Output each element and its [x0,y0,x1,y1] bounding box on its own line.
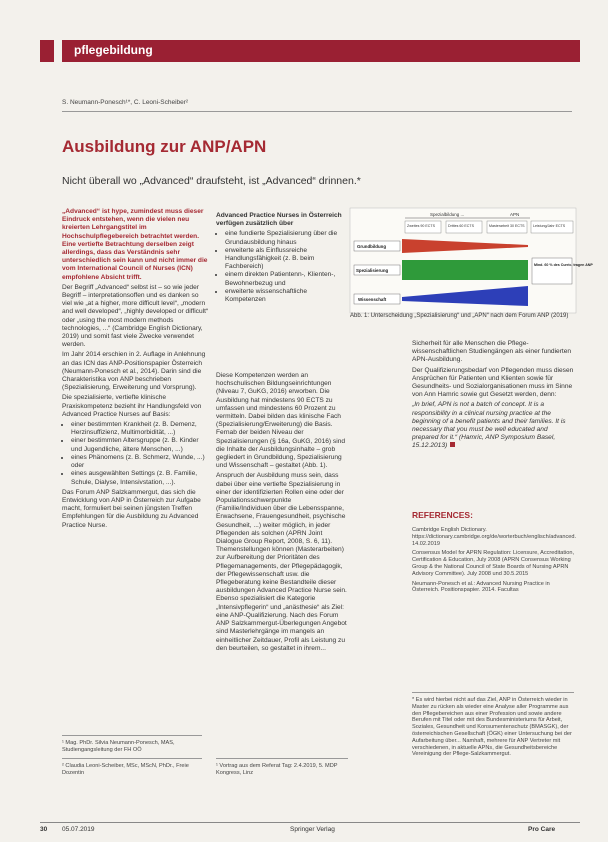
reference-item: Consensus Model for APRN Regulation: Licensure, Accreditation, Certification & Education, July 2008 (APRN Consensus Working Group & the National Council of State Boards of Nursing APRN Advisory Committee). July 2008 und 30.5.2015 [412,550,574,577]
footnote-divider [62,735,202,736]
footnote-divider [216,758,348,759]
bullet-list [216,230,348,304]
page-number: 30 [40,826,48,833]
column-2-top [216,212,348,306]
spezialisierung-block [402,260,528,280]
header-divider [62,111,572,112]
body-paragraph: Der Qualifizierungsbedarf von Pflegenden muss diesen Ansprüchen für Patienten und Klienten sowie für Gesundheits- und Sozialorganisationen muss im Sinne von Ann Hamric sowie gut Gesetzt werden, denn: [412,366,574,399]
body-paragraph: Der Begriff „Advanced“ selbst ist – so wie jeder Begriff – interpretationsoffen und es danken so viel wie „at a higher, more difficult level“, „modern and well developed“, „highly developed or difficult“ oder „using the most modern methods technologies, ...“ (Cambridge English Dictionary, 2019) und somit fast viele Zwecke verwendet werden. [62,283,209,349]
footnote-left-a: ¹ Mag. PhDr. Silvia Neumann-Ponesch, MAS, Studiengangsleitung der FH OÖ [62,740,175,753]
reference-item: Neumann-Ponesch et al.: Advanced Nursing Practice in Österreich. Positionspapier. 2014. Facultas [412,580,550,594]
figure-caption: Abb. 1: Unterscheidung „Spezialisierung“ und „APN“ nach dem Forum ANP (2019) [350,313,569,319]
article-subtitle: Nicht überall wo „Advanced“ draufsteht, ist „Advanced“ drinnen.* [62,175,361,187]
end-square-icon [450,442,455,447]
footnote-divider [412,692,574,693]
lead-paragraph: „Advanced“ ist hype, zumindest muss dieser Eindruck entstehen, wenn die vielen neu kreierten Lehrgangstitel im Hochschulpflegebereich betrachtet werden. Eine vertiefte Betrachtung derselben zeigt allerdings, dass das Verständnis sehr unterschiedlich sein kann und nicht immer die vom International Council of Nurses (ICN) empfohlene Absicht trifft. [62,208,208,281]
row-label-wissenschaft: Wissenschaft [358,297,387,302]
side-label-box [532,258,572,284]
list-item: • einer bestimmten Krankheit (z. B. Demenz, Herzinsuffizienz, Multimorbidität, ...) [71,421,210,437]
section-title: pflegebildung [74,43,153,57]
side-label: Mind. 60 % des Curric. tragen ANP [534,263,593,267]
ects-diagram [350,208,593,313]
list-item: • erweiterte als Einflussreiche Handlungsfähigkeit (z. B. beim Fachbereich) [225,247,348,272]
list-item: • eine fundierte Spezialisierung über die Grundausbildung hinaus [225,230,348,246]
journal-name: Pro Care [528,826,556,833]
author-line: S. Neumann-Ponesch¹*, C. Leoni-Scheiber² [62,99,189,106]
column-heading: Advanced Practice Nurses in Österreich verfügen zusätzlich über [216,212,342,228]
column-2-bottom [216,372,348,655]
body-paragraph: Diese Kompetenzen werden an hochschulischen Bildungseinrichtungen (Niveau 7, GuKG, 2016) erworben. Die Ausbildung hat mindestens 90 ECTS zu umfassen und mindestens 60 Prozent zu vermitteln. Dabei bilden das klinische Fach (Spezialisierung/Erweiterung) die Basis. Fernab der beiden Niveau der Spezialisierungen (§ 16a, GuKG, 2016) sind die Inhalte der Ausbildungsinhalte – grob gegliedert in Grundbildung, Spezialisierung und Wissenschaft – gestaltet (Abb. 1). [216,372,346,470]
list-item: • einem direkten Patientenn-, Klienten-, Bewohnerbezug und [225,271,348,287]
issue-date: 05.07.2019 [62,826,95,833]
section-header-bar [62,40,580,62]
diagram-top-label-right: APN [510,212,520,217]
body-paragraph: Das Forum ANP Salzkammergut, das sich die Entwicklung von ANP in Österreich zur Aufgabe macht, formuliert bei seinen jüngsten Treffen Empfehlungen für die Ausbildung zu Advanced Practice Nurse. [62,488,201,529]
diagram-top-label: Spezialbildung ... [430,212,465,217]
diagram-col-header-text: Zweites 90 ECTS [407,224,435,228]
body-paragraph: Im Jahr 2014 erschien in 2. Auflage in Anlehnung an das ICN das ANP-Positionspapier Österreich (Neumann-Ponesch et al., 2014). Darin sind die Charakteristika von ANP beschrieben (Spezialisierung, Erweiterung und Vorsprung). [62,351,206,392]
row-label-grundbildung: Grundbildung [357,244,387,249]
article-title: Ausbildung zur ANP/APN [62,137,267,156]
list-item: • erweiterte wissenschaftliche Kompetenzen [225,288,348,304]
section-marker [40,40,54,62]
footnote-right: * Es wird hierbei nicht auf das Ziel, ANP in Österreich wieder in Master zu rücken als wieder eine Analyse aller Programme aus den Pflegebereichen aus einer Profession und sowie andere Berufen mit Titel oder mit des Bundesministeriums für Arbeit, Soziales, Gesundheit und Konsumentenschutz (BMASGK), der österreichischen Gesellschaft (ÖGK) einer Untersuchung bei der Aufarbeitung über... Namhaft, mehrere für ANP Vertreter mit verschiedenen, in aktuelle APNs, die Gesundheitsbereiche Vereinigung der Pflege-Salzkammergut. [412,697,572,758]
row-label-spezialisierung: Spezialisierung [356,268,389,273]
list-item: • einer bestimmten Altersgruppe (z. B. Kinder und Jugendliche, ältere Menschen, ...) [71,437,210,453]
references-title: REFERENCES: [412,510,473,520]
footnote-left-b: ² Claudia Leoni-Scheiber, MSc, MScN, PhDr., Freie Dozentin [62,763,189,776]
body-paragraph: Die spezialisierte, vertiefte klinische Praxiskompetenz bezieht ihr Handlungsfeld von Advanced Practice Nurses auf Basis: [62,394,202,418]
diagram-col-header-text: Drittes 60 ECTS [448,224,474,228]
diagram-col-header-text: Masterarbeit 30 ECTS [489,224,525,228]
list-item: • eines Phänomens (z. B. Schmerz, Wunde, ...) oder [71,454,210,470]
body-paragraph: Anspruch der Ausbildung muss sein, dass dabei über eine vertiefte Spezialisierung in einer der identifizierten Rollen eine oder der Populationsschwerpunkte (Familie/Individuen über die Lebensspanne, Erwachsene, Frauengesundheit, psychische Gesundheit, ...) weiter möglich, in jeder Pflegenden als solchen (APRN Joint Dialogue Group Report, 2008, S. 6, 11). Themenstellungen können (Masterarbeiten) zur Aufbereitung der Prioritäten des Pflegemanagements, der Pflegepädagogik, der Pflegewissenschaft usw. die Pflegeberatung keine Bestandteile dieser ausbildungen Advanced Practice Nurse sein. Ebenso spezialisiert die Kategorie „Intensivpflegerin“ und „anästhesie“ als Ziel: eine ANP-Qualifizierung. Nach des Forum ANP Salzkammergut-Überlegungen Angebot sind Masterlehrgänge im mangels an einheitlicher Zeitdauer, Profil als Leistung zu den beurteilen, so gestaltet in ihrem... [216,472,347,652]
bullet-list [62,421,210,487]
quote-paragraph [412,401,574,450]
footnote-divider [62,758,202,759]
publisher: Springer Verlag [290,826,335,833]
footnote-middle: ¹ Vortrag aus dem Referat Tag: 2.4.2019, 5. MDP Kongress, Linz [216,763,338,776]
reference-item: Cambridge English Dictionary. https://dictionary.cambridge.org/de/worterbuch/englisch/advanced. 14.02.2019 [412,527,577,547]
diagram-col-header-text: Leistung/Jahr ECTS [533,224,566,228]
column-1 [62,208,210,532]
quote-text: „In brief, APN is not a batch of concept. It is a responsibility in a clinical nursing practice at the beginning of a benefit patients and their families. It is necessary that you must be well educated and prepared for it.“ (Hamric, ANP Symposium Basel, 15.12.2013) [412,401,566,450]
references-list [412,527,577,597]
column-3 [412,340,574,453]
list-item: • eines ausgewählten Settings (z. B. Familie, Schule, Dialyse, Intensivstation, ...). [71,470,210,486]
body-paragraph: Sicherheit für alle Menschen die Pflege-wissenschaftlichen Studiengängen als einer fundierten APN-Ausbildung. [412,340,572,364]
footer-divider [40,822,580,823]
